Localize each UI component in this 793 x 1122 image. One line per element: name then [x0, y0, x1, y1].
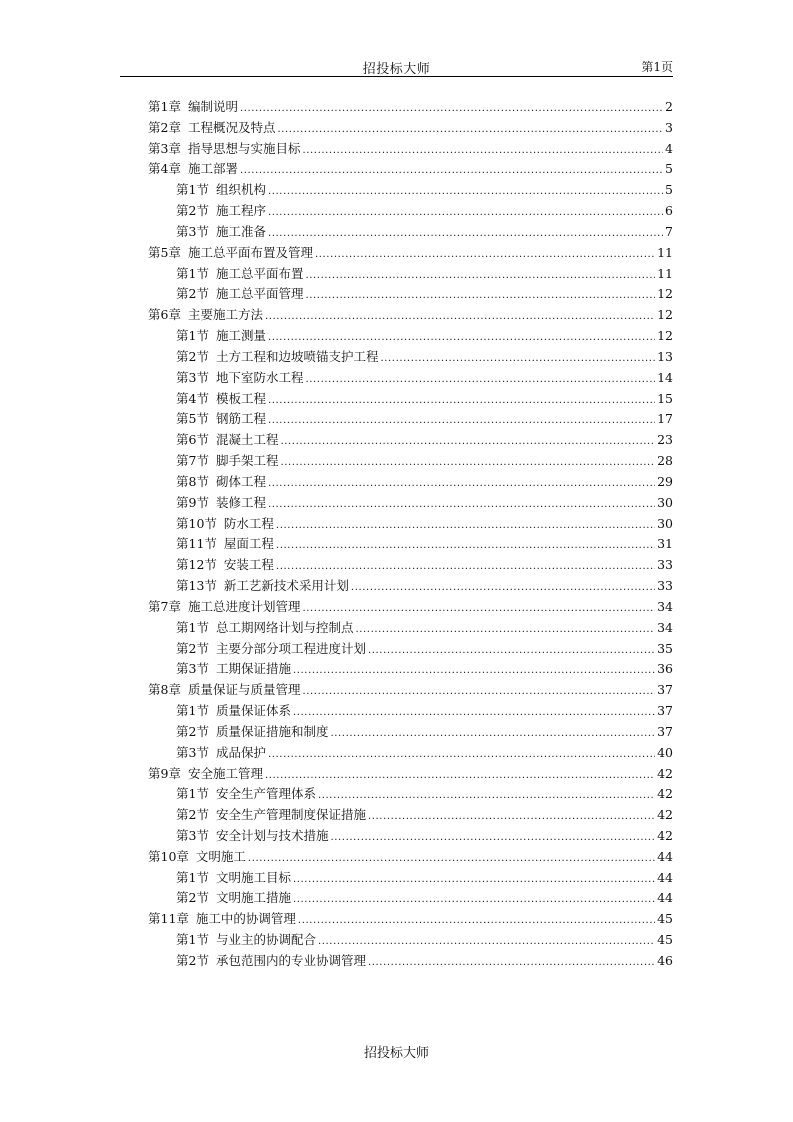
toc-dot-leader	[277, 120, 663, 141]
toc-entry-title: 施工总平面布置及管理	[187, 244, 313, 260]
toc-entry-page: 29	[657, 473, 673, 489]
toc-entry-page: 12	[657, 307, 673, 323]
toc-entry-title: 文明施工	[195, 848, 246, 864]
toc-entry-page: 37	[657, 723, 673, 739]
toc-entry-number: 第8章	[148, 682, 181, 698]
toc-chapter-entry[interactable]	[148, 764, 673, 785]
toc-section-entry[interactable]	[148, 555, 673, 576]
toc-entry-title: 编制说明	[187, 99, 238, 114]
toc-entry-number: 第1章	[148, 99, 181, 114]
toc-dot-leader	[268, 474, 655, 495]
toc-entry-page: 4	[665, 140, 673, 156]
toc-dot-leader	[298, 911, 655, 932]
toc-section-entry[interactable]	[148, 514, 673, 535]
toc-entry-page: 33	[657, 578, 673, 594]
toc-section-entry[interactable]	[148, 805, 673, 826]
toc-dot-leader	[318, 786, 655, 807]
toc-entry-number: 第3节	[176, 223, 209, 239]
toc-entry-title: 施工总平面管理	[215, 286, 304, 302]
toc-dot-leader	[276, 536, 655, 557]
toc-entry-number: 第12节	[176, 557, 217, 573]
header-page-number: 第1页	[641, 60, 673, 74]
toc-entry-title: 指导思想与实施目标	[187, 140, 301, 156]
toc-entry-title: 脚手架工程	[215, 453, 279, 469]
toc-section-entry[interactable]	[148, 826, 673, 847]
toc-entry-title: 新工艺新技术采用计划	[223, 578, 349, 594]
toc-entry-title: 施工中的协调管理	[195, 911, 296, 927]
toc-dot-leader	[302, 682, 655, 703]
toc-dot-leader	[305, 370, 655, 391]
toc-entry-number: 第11章	[148, 911, 189, 927]
toc-entry-number: 第2节	[176, 807, 209, 823]
toc-entry-number: 第1节	[176, 328, 209, 344]
toc-chapter-entry[interactable]	[148, 159, 673, 180]
toc-dot-leader	[305, 286, 655, 307]
toc-entry-number: 第1节	[176, 932, 209, 948]
toc-entry-title: 安全施工管理	[187, 765, 263, 781]
toc-dot-leader	[280, 453, 655, 474]
toc-entry-number: 第1节	[176, 786, 209, 802]
toc-dot-leader	[330, 828, 655, 849]
toc-entry-title: 防水工程	[223, 515, 274, 531]
toc-entry-page: 36	[657, 661, 673, 677]
toc-entry-title: 模板工程	[215, 390, 266, 406]
toc-entry-number: 第10节	[176, 515, 217, 531]
toc-entry-title: 质量保证与质量管理	[187, 682, 301, 698]
toc-entry-page: 45	[657, 932, 673, 948]
toc-dot-leader	[293, 890, 655, 911]
toc-dot-leader	[240, 99, 663, 120]
toc-entry-number: 第2节	[176, 348, 209, 364]
toc-section-entry[interactable]	[148, 930, 673, 951]
toc-dot-leader	[368, 807, 655, 828]
toc-entry-page: 34	[657, 619, 673, 635]
toc-entry-number: 第3节	[176, 369, 209, 385]
toc-dot-leader	[268, 391, 655, 412]
toc-section-entry[interactable]	[148, 618, 673, 639]
toc-section-entry[interactable]	[148, 534, 673, 555]
toc-chapter-entry[interactable]	[148, 97, 673, 118]
toc-entry-number: 第3节	[176, 744, 209, 760]
toc-section-entry[interactable]	[148, 389, 673, 410]
toc-section-entry[interactable]	[148, 659, 673, 680]
toc-entry-number: 第4章	[148, 161, 181, 177]
toc-entry-page: 28	[657, 453, 673, 469]
toc-chapter-entry[interactable]	[148, 597, 673, 618]
toc-entry-page: 14	[657, 369, 673, 385]
toc-entry-page: 44	[657, 869, 673, 885]
toc-chapter-entry[interactable]	[148, 243, 673, 264]
toc-entry-number: 第9节	[176, 494, 209, 510]
toc-entry-number: 第1节	[176, 182, 209, 198]
toc-entry-title: 混凝土工程	[215, 432, 279, 448]
toc-dot-leader	[276, 516, 655, 537]
toc-entry-number: 第3节	[176, 827, 209, 843]
toc-chapter-entry[interactable]	[148, 680, 673, 701]
toc-entry-title: 施工测量	[215, 328, 266, 344]
toc-section-entry[interactable]	[148, 784, 673, 805]
toc-entry-number: 第11节	[176, 536, 217, 552]
toc-entry-page: 12	[657, 286, 673, 302]
toc-entry-title: 承包范围内的专业协调管理	[215, 952, 366, 968]
toc-dot-leader	[268, 745, 655, 766]
toc-entry-title: 安全计划与技术措施	[215, 827, 329, 843]
toc-dot-leader	[293, 661, 655, 682]
toc-entry-title: 主要施工方法	[187, 307, 263, 323]
toc-entry-number: 第3节	[176, 661, 209, 677]
table-of-contents	[148, 97, 673, 972]
toc-entry-title: 安装工程	[223, 557, 274, 573]
toc-entry-page: 45	[657, 911, 673, 927]
toc-entry-number: 第4节	[176, 390, 209, 406]
toc-entry-page: 37	[657, 703, 673, 719]
toc-dot-leader	[318, 932, 655, 953]
toc-chapter-entry[interactable]	[148, 847, 673, 868]
toc-entry-number: 第2节	[176, 952, 209, 968]
toc-entry-number: 第7节	[176, 453, 209, 469]
toc-entry-page: 30	[657, 494, 673, 510]
toc-entry-title: 工程概况及特点	[187, 119, 276, 135]
page-footer: 招投标大师	[363, 1046, 429, 1061]
toc-entry-page: 15	[657, 390, 673, 406]
toc-dot-leader	[280, 432, 655, 453]
toc-entry-page: 11	[657, 244, 673, 260]
toc-entry-page: 46	[657, 952, 673, 968]
toc-entry-title: 工期保证措施	[215, 661, 291, 677]
toc-section-entry[interactable]	[148, 451, 673, 472]
toc-entry-title: 成品保护	[215, 744, 266, 760]
toc-section-entry[interactable]	[148, 472, 673, 493]
toc-dot-leader	[268, 495, 655, 516]
toc-dot-leader	[276, 557, 655, 578]
toc-section-entry[interactable]	[148, 639, 673, 660]
toc-section-entry[interactable]	[148, 180, 673, 201]
toc-section-entry[interactable]	[148, 493, 673, 514]
toc-section-entry[interactable]	[148, 409, 673, 430]
toc-entry-page: 5	[665, 161, 673, 177]
toc-dot-leader	[315, 245, 655, 266]
toc-chapter-entry[interactable]	[148, 139, 673, 160]
toc-entry-title: 屋面工程	[223, 536, 274, 552]
toc-entry-page: 5	[665, 182, 673, 198]
toc-entry-page: 42	[657, 765, 673, 781]
toc-entry-page: 33	[657, 557, 673, 573]
toc-entry-page: 2	[665, 99, 673, 114]
toc-entry-page: 3	[665, 119, 673, 135]
toc-entry-page: 31	[657, 536, 673, 552]
toc-entry-title: 施工总进度计划管理	[187, 598, 301, 614]
toc-entry-number: 第2节	[176, 286, 209, 302]
toc-dot-leader	[355, 620, 655, 641]
toc-entry-title: 钢筋工程	[215, 411, 266, 427]
toc-entry-title: 施工准备	[215, 223, 266, 239]
toc-dot-leader	[351, 578, 655, 599]
toc-entry-title: 质量保证体系	[215, 703, 291, 719]
toc-entry-page: 17	[657, 411, 673, 427]
toc-entry-number: 第10章	[148, 848, 189, 864]
toc-entry-page: 6	[665, 203, 673, 219]
toc-entry-page: 12	[657, 328, 673, 344]
toc-dot-leader	[268, 182, 663, 203]
toc-entry-title: 施工总平面布置	[215, 265, 304, 281]
toc-section-entry[interactable]	[148, 722, 673, 743]
toc-entry-title: 组织机构	[215, 182, 266, 198]
toc-section-entry[interactable]	[148, 264, 673, 285]
toc-entry-number: 第7章	[148, 598, 181, 614]
toc-entry-title: 装修工程	[215, 494, 266, 510]
toc-section-entry[interactable]	[148, 201, 673, 222]
toc-section-entry[interactable]	[148, 284, 673, 305]
toc-section-entry[interactable]	[148, 743, 673, 764]
toc-chapter-entry[interactable]	[148, 305, 673, 326]
toc-section-entry[interactable]	[148, 951, 673, 972]
toc-section-entry[interactable]	[148, 701, 673, 722]
toc-entry-page: 42	[657, 827, 673, 843]
toc-entry-title: 砌体工程	[215, 473, 266, 489]
toc-entry-title: 文明施工目标	[215, 869, 291, 885]
toc-entry-number: 第2节	[176, 640, 209, 656]
toc-dot-leader	[268, 328, 655, 349]
toc-dot-leader	[330, 724, 655, 745]
header-divider	[120, 76, 673, 77]
toc-entry-number: 第6节	[176, 432, 209, 448]
toc-entry-number: 第2节	[176, 203, 209, 219]
toc-entry-page: 11	[657, 265, 673, 281]
toc-section-entry[interactable]	[148, 868, 673, 889]
toc-section-entry[interactable]	[148, 576, 673, 597]
toc-dot-leader	[305, 266, 655, 287]
toc-entry-number: 第1节	[176, 619, 209, 635]
toc-entry-title: 总工期网络计划与控制点	[215, 619, 354, 635]
toc-section-entry[interactable]	[148, 368, 673, 389]
toc-entry-page: 13	[657, 348, 673, 364]
toc-dot-leader	[240, 161, 663, 182]
toc-dot-leader	[368, 953, 655, 974]
toc-entry-page: 23	[657, 432, 673, 448]
toc-entry-number: 第9章	[148, 765, 181, 781]
toc-entry-title: 施工程序	[215, 203, 266, 219]
toc-entry-number: 第1节	[176, 265, 209, 281]
toc-entry-page: 44	[657, 848, 673, 864]
toc-entry-page: 7	[665, 223, 673, 239]
toc-entry-number: 第5节	[176, 411, 209, 427]
toc-entry-title: 地下室防水工程	[215, 369, 304, 385]
toc-entry-page: 34	[657, 598, 673, 614]
toc-entry-page: 37	[657, 682, 673, 698]
toc-entry-number: 第3章	[148, 140, 181, 156]
toc-entry-page: 44	[657, 890, 673, 906]
toc-dot-leader	[268, 203, 663, 224]
toc-entry-page: 42	[657, 807, 673, 823]
toc-entry-number: 第8节	[176, 473, 209, 489]
toc-chapter-entry[interactable]	[148, 909, 673, 930]
toc-section-entry[interactable]	[148, 888, 673, 909]
toc-entry-title: 安全生产管理体系	[215, 786, 316, 802]
toc-entry-title: 与业主的协调配合	[215, 932, 316, 948]
toc-dot-leader	[293, 870, 655, 891]
toc-entry-number: 第5章	[148, 244, 181, 260]
toc-section-entry[interactable]	[148, 326, 673, 347]
toc-entry-title: 主要分部分项工程进度计划	[215, 640, 366, 656]
toc-entry-page: 35	[657, 640, 673, 656]
toc-chapter-entry[interactable]	[148, 118, 673, 139]
toc-dot-leader	[380, 349, 655, 370]
toc-entry-title: 质量保证措施和制度	[215, 723, 329, 739]
toc-entry-title: 土方工程和边坡喷锚支护工程	[215, 348, 379, 364]
toc-entry-title: 安全生产管理制度保证措施	[215, 807, 366, 823]
toc-entry-number: 第2章	[148, 119, 181, 135]
toc-entry-number: 第2节	[176, 723, 209, 739]
toc-entry-title: 施工部署	[187, 161, 238, 177]
toc-entry-page: 30	[657, 515, 673, 531]
toc-dot-leader	[268, 224, 663, 245]
toc-dot-leader	[293, 703, 655, 724]
toc-entry-number: 第2节	[176, 890, 209, 906]
toc-entry-number: 第13节	[176, 578, 217, 594]
toc-entry-number: 第6章	[148, 307, 181, 323]
toc-entry-page: 42	[657, 786, 673, 802]
toc-entry-number: 第1节	[176, 703, 209, 719]
toc-dot-leader	[268, 411, 655, 432]
toc-entry-title: 文明施工措施	[215, 890, 291, 906]
toc-dot-leader	[302, 599, 655, 620]
toc-dot-leader	[368, 641, 655, 662]
toc-entry-number: 第1节	[176, 869, 209, 885]
header-title: 招投标大师	[362, 62, 431, 77]
toc-dot-leader	[248, 849, 655, 870]
toc-dot-leader	[265, 766, 655, 787]
toc-dot-leader	[265, 307, 655, 328]
toc-entry-page: 40	[657, 744, 673, 760]
toc-dot-leader	[302, 141, 663, 162]
toc-section-entry[interactable]	[148, 430, 673, 451]
toc-section-entry[interactable]	[148, 347, 673, 368]
toc-section-entry[interactable]	[148, 222, 673, 243]
